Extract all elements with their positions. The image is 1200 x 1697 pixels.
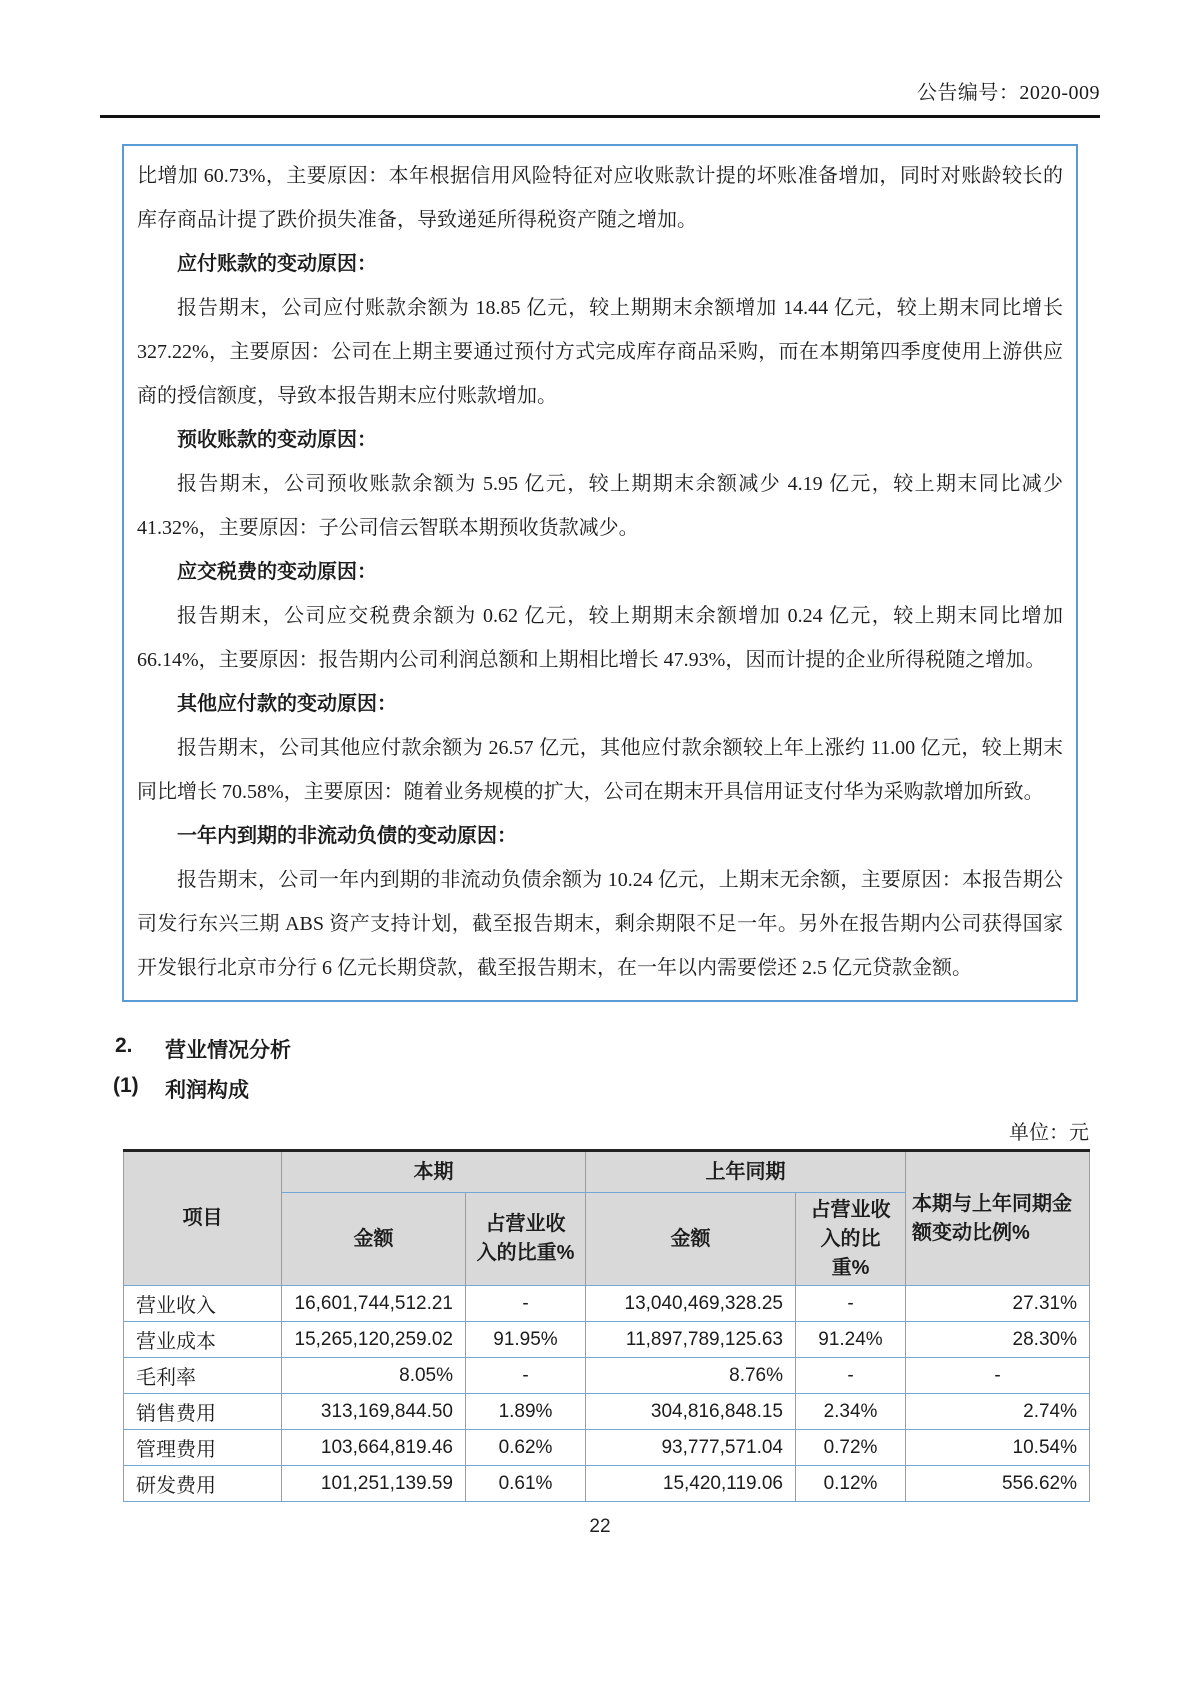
table-header-current-period: 本期	[282, 1151, 586, 1193]
subheading-noncurrent-liabilities: 一年内到期的非流动负债的变动原因：	[177, 825, 517, 847]
cell-current-ratio: 91.95%	[466, 1322, 586, 1358]
page-number: 22	[589, 1516, 611, 1537]
body-paragraph: 比增加 60.73%，主要原因：本年根据信用风险特征对应收账款计提的坏账准备增加，同时对账龄较长的库存商品计提了跌价损失准备，导致递延所得税资产随之增加。	[137, 165, 1063, 231]
body-paragraph: 报告期末，公司应付账款余额为 18.85 亿元，较上期期末余额增加 14.44 亿元，较上期末同比增长 327.22%，主要原因：公司在上期主要通过预付方式完成库存商品采购，而在本期第四季度使用上游供应商的授信额度，导致本报告期末应付账款增加。	[137, 297, 1063, 407]
cell-current-ratio: 0.62%	[466, 1430, 586, 1466]
content-box	[122, 144, 1078, 1002]
cell-current-ratio: 1.89%	[466, 1394, 586, 1430]
header-divider	[100, 115, 1100, 118]
cell-prior-ratio: 2.34%	[796, 1394, 906, 1430]
row-item-label: 销售费用	[124, 1394, 282, 1430]
row-item-label: 管理费用	[124, 1430, 282, 1466]
section-title: 营业情况分析	[165, 1039, 291, 1062]
section-number: 2.	[115, 1034, 133, 1057]
cell-prior-amount: 304,816,848.15	[586, 1394, 796, 1430]
unit-label: 单位：元	[1009, 1122, 1089, 1144]
cell-current-amount: 103,664,819.46	[282, 1430, 466, 1466]
row-item-label: 营业成本	[124, 1322, 282, 1358]
subsection-number: (1)	[113, 1074, 139, 1097]
body-paragraph: 报告期末，公司一年内到期的非流动负债余额为 10.24 亿元，上期末无余额，主要原因：本报告期公司发行东兴三期 ABS 资产支持计划，截至报告期末，剩余期限不足一年。另外在报告期内公司获得国家开发银行北京市分行 6 亿元长期贷款，截至报告期末，在一年以内需要偿还 2.5 亿元贷款金额。	[137, 869, 1063, 979]
cell-change-ratio: 10.54%	[906, 1430, 1090, 1466]
body-paragraph: 报告期末，公司其他应付款余额为 26.57 亿元，其他应付款余额较上年上涨约 11.00 亿元，较上期末同比增长 70.58%，主要原因：随着业务规模的扩大，公司在期末开具信用证支付华为采购款增加所致。	[137, 737, 1063, 803]
cell-prior-ratio: -	[796, 1358, 906, 1394]
cell-change-ratio: 556.62%	[906, 1466, 1090, 1502]
cell-current-amount: 15,265,120,259.02	[282, 1322, 466, 1358]
cell-current-amount: 8.05%	[282, 1358, 466, 1394]
table-header-ratio-current: 占营业收入的比重%	[466, 1193, 586, 1286]
cell-current-ratio: -	[466, 1358, 586, 1394]
cell-current-amount: 313,169,844.50	[282, 1394, 466, 1430]
subheading-accounts-payable: 应付账款的变动原因：	[177, 253, 377, 275]
table-header-item: 项目	[124, 1151, 282, 1286]
cell-change-ratio: 27.31%	[906, 1286, 1090, 1322]
subheading-advances-received: 预收账款的变动原因：	[177, 429, 377, 451]
subheading-other-payables: 其他应付款的变动原因：	[177, 693, 397, 715]
table-header-ratio-prior: 占营业收入的比重%	[796, 1193, 906, 1286]
cell-prior-amount: 93,777,571.04	[586, 1430, 796, 1466]
subsection-title: 利润构成	[165, 1079, 249, 1102]
cell-current-amount: 101,251,139.59	[282, 1466, 466, 1502]
body-paragraph: 报告期末，公司应交税费余额为 0.62 亿元，较上期期末余额增加 0.24 亿元，较上期末同比增加 66.14%，主要原因：报告期内公司利润总额和上期相比增长 47.93%，因而计提的企业所得税随之增加。	[137, 605, 1063, 671]
subheading-taxes-payable: 应交税费的变动原因：	[177, 561, 377, 583]
table-row	[124, 1430, 1090, 1466]
table-row	[124, 1286, 1090, 1322]
section-heading	[115, 1034, 1200, 1064]
cell-change-ratio: 28.30%	[906, 1322, 1090, 1358]
row-item-label: 毛利率	[124, 1358, 282, 1394]
cell-prior-amount: 8.76%	[586, 1358, 796, 1394]
table-row	[124, 1394, 1090, 1430]
table-header-amount-prior: 金额	[586, 1193, 796, 1286]
cell-prior-ratio: 0.72%	[796, 1430, 906, 1466]
cell-current-ratio: -	[466, 1286, 586, 1322]
cell-current-amount: 16,601,744,512.21	[282, 1286, 466, 1322]
table-header-amount-current: 金额	[282, 1193, 466, 1286]
cell-current-ratio: 0.61%	[466, 1466, 586, 1502]
cell-prior-amount: 15,420,119.06	[586, 1466, 796, 1502]
table-row	[124, 1322, 1090, 1358]
table-header-prior-period: 上年同期	[586, 1151, 906, 1193]
body-paragraph: 报告期末，公司预收账款余额为 5.95 亿元，较上期期末余额减少 4.19 亿元，较上期末同比减少 41.32%，主要原因：子公司信云智联本期预收货款减少。	[137, 473, 1063, 539]
table-header-change-ratio: 本期与上年同期金额变动比例%	[906, 1151, 1090, 1286]
cell-prior-amount: 11,897,789,125.63	[586, 1322, 796, 1358]
profit-composition-table	[123, 1149, 1090, 1502]
row-item-label: 研发费用	[124, 1466, 282, 1502]
subsection-heading	[113, 1074, 1200, 1104]
cell-change-ratio: -	[906, 1358, 1090, 1394]
cell-prior-ratio: 0.12%	[796, 1466, 906, 1502]
table-row	[124, 1466, 1090, 1502]
cell-prior-ratio: -	[796, 1286, 906, 1322]
announcement-number: 公告编号：2020-009	[916, 82, 1100, 104]
table-row	[124, 1358, 1090, 1394]
cell-prior-amount: 13,040,469,328.25	[586, 1286, 796, 1322]
cell-prior-ratio: 91.24%	[796, 1322, 906, 1358]
row-item-label: 营业收入	[124, 1286, 282, 1322]
cell-change-ratio: 2.74%	[906, 1394, 1090, 1430]
